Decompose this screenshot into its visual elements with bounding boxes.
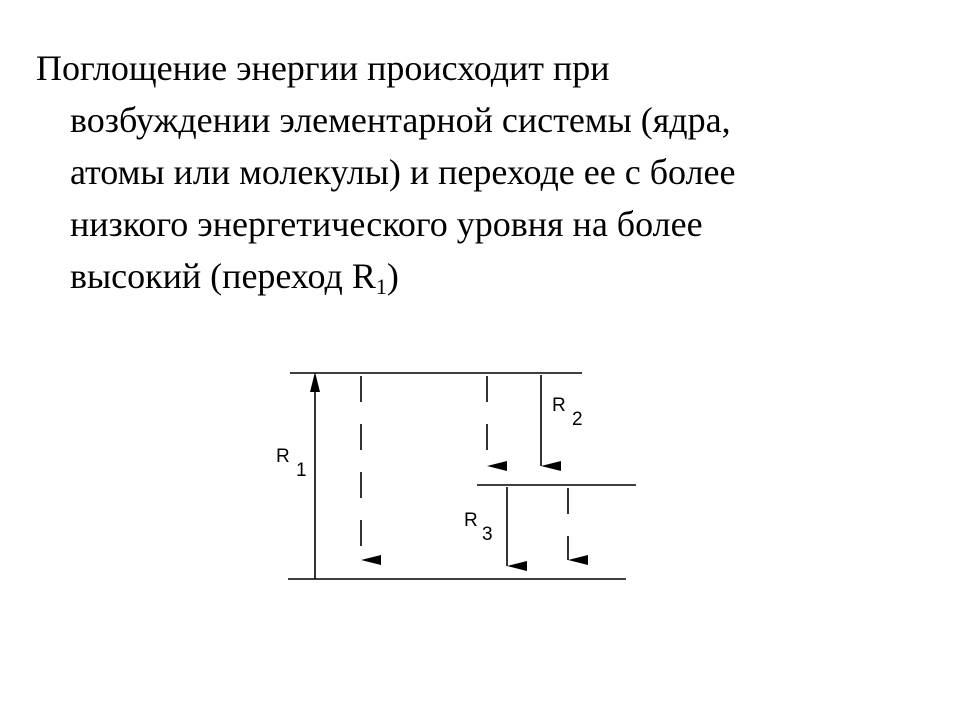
r1-label-index: 1 [296,460,307,481]
r2-label-index: 2 [572,409,583,430]
r3-label-letter: R [464,510,478,531]
r1-arrow-head [310,372,320,392]
r3-label-index: 3 [482,524,493,545]
r1-label-letter: R [276,446,290,467]
paragraph-line-5-close: ) [386,256,399,296]
paragraph-line-4: низкого энергетического уровня на более [70,204,703,244]
paragraph-line-5-subscript: 1 [375,274,387,299]
paragraph-line-3: атомы или молекулы) и переходе ее с более [70,152,736,192]
paragraph-line-2: возбуждении элементарной системы (ядра, [70,100,731,140]
paragraph-line-5-text: высокий (переход R [70,256,376,296]
r2-label-letter: R [552,395,566,416]
paragraph-line-1: Поглощение энергии происходит при [36,48,610,88]
